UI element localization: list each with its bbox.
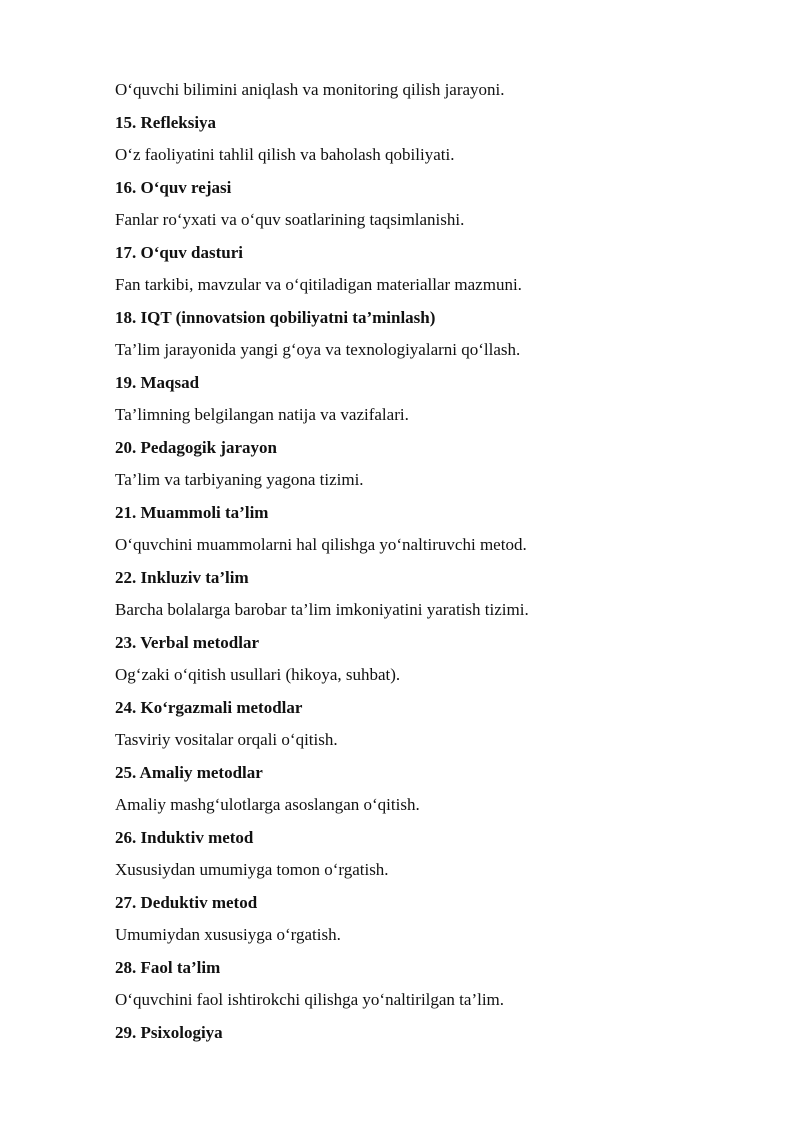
term-heading: 21. Muammoli ta’lim: [115, 502, 269, 522]
term-description: Ta’lim va tarbiyaning yagona tizimi.: [115, 470, 364, 489]
term-description: Umumiydan xususiyga o‘rgatish.: [115, 925, 341, 944]
term-description: O‘quvchini faol ishtirokchi qilishga yo‘naltirilgan ta’lim.: [115, 990, 505, 1009]
term-heading: 27. Deduktiv metod: [115, 892, 258, 912]
term-description: O‘quvchi bilimini aniqlash va monitoring qilish jarayoni.: [115, 80, 505, 99]
term-description: Fan tarkibi, mavzular va o‘qitiladigan materiallar mazmuni.: [115, 275, 522, 294]
term-heading: 16. O‘quv rejasi: [115, 177, 232, 197]
term-heading: 22. Inkluziv ta’lim: [115, 567, 249, 587]
document-content: [115, 74, 735, 1049]
term-description: Ta’lim jarayonida yangi g‘oya va texnologiyalarni qo‘llash.: [115, 340, 521, 359]
term-heading: 28. Faol ta’lim: [115, 957, 221, 977]
term-description: Fanlar ro‘yxati va o‘quv soatlarining taqsimlanishi.: [115, 210, 465, 229]
term-description: Og‘zaki o‘qitish usullari (hikoya, suhbat).: [115, 665, 401, 684]
term-description: Xususiydan umumiyga tomon o‘rgatish.: [115, 860, 389, 879]
term-heading: 15. Refleksiya: [115, 112, 217, 132]
term-description: O‘z faoliyatini tahlil qilish va baholash qobiliyati.: [115, 145, 455, 164]
term-heading: 24. Ko‘rgazmali metodlar: [115, 697, 303, 717]
term-description: O‘quvchini muammolarni hal qilishga yo‘naltiruvchi metod.: [115, 535, 527, 554]
term-heading: 18. IQT (innovatsion qobiliyatni ta’minlash): [115, 307, 436, 327]
term-heading: 29. Psixologiya: [115, 1022, 223, 1042]
term-heading: 25. Amaliy metodlar: [115, 762, 263, 782]
term-heading: 23. Verbal metodlar: [115, 632, 260, 652]
term-heading: 26. Induktiv metod: [115, 827, 254, 847]
term-description: Amaliy mashg‘ulotlarga asoslangan o‘qitish.: [115, 795, 420, 814]
term-description: Barcha bolalarga barobar ta’lim imkoniyatini yaratish tizimi.: [115, 600, 529, 619]
term-description: Ta’limning belgilangan natija va vazifalari.: [115, 405, 409, 424]
term-heading: 19. Maqsad: [115, 372, 200, 392]
term-heading: 17. O‘quv dasturi: [115, 242, 243, 262]
term-heading: 20. Pedagogik jarayon: [115, 437, 277, 457]
term-description: Tasviriy vositalar orqali o‘qitish.: [115, 730, 338, 749]
